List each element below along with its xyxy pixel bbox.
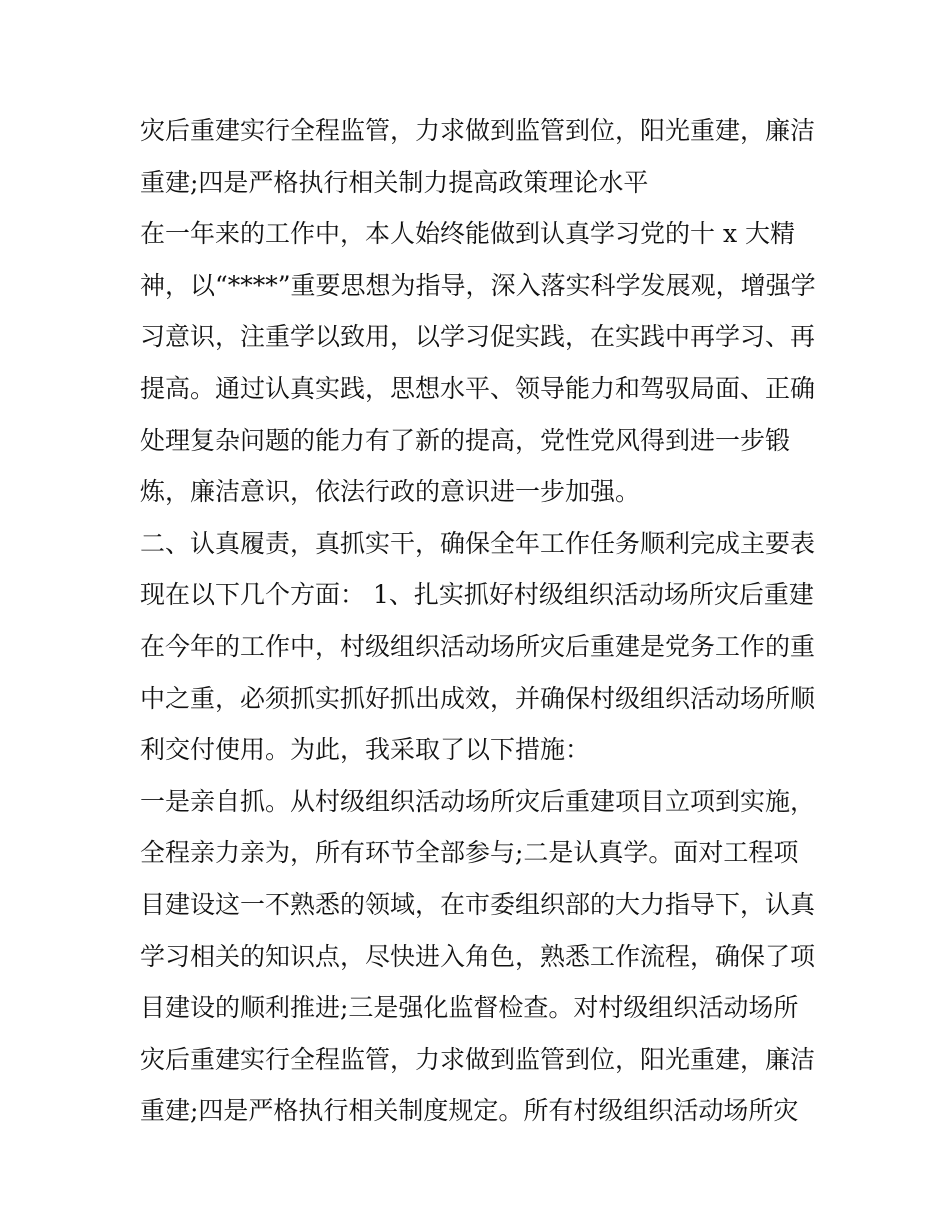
text-line: 一是亲自抓。从村级组织活动场所灾后重建项目立项到实施， [140, 786, 816, 816]
text-line: 中之重，必须抓实抓好抓出成效，并确保村级组织活动场所顺 [140, 683, 816, 713]
text-line: 灾后重建实行全程监管，力求做到监管到位，阳光重建，廉洁 [140, 1044, 816, 1074]
text-line: 在今年的工作中，村级组织活动场所灾后重建是党务工作的重 [140, 631, 816, 661]
section-heading-line: 二、认真履责，真抓实干，确保全年工作任务顺利完成主要表 [140, 528, 816, 558]
text-line: 学习相关的知识点，尽快进入角色，熟悉工作流程，确保了项 [140, 941, 816, 971]
text-line: 目建设这一不熟悉的领域，在市委组织部的大力指导下，认真 [140, 889, 816, 919]
text-line: 重建;四是严格执行相关制度规定。所有村级组织活动场所灾 [140, 1096, 799, 1126]
text-line: 习意识，注重学以致用，以学习促实践，在实践中再学习、再 [140, 322, 816, 352]
text-line: 神，以“****”重要思想为指导，深入落实科学发展观，增强学 [140, 270, 816, 300]
text-line: 现在以下几个方面： 1、扎实抓好村级组织活动场所灾后重建 [140, 580, 814, 610]
text-line: 重建;四是严格执行相关制力提高政策理论水平 [140, 167, 649, 197]
text-line: 全程亲力亲为，所有环节全部参与;二是认真学。面对工程项 [140, 838, 799, 868]
text-line: 利交付使用。为此，我采取了以下措施： [140, 735, 591, 765]
text-line: 处理复杂问题的能力有了新的提高，党性党风得到进一步锻 [140, 425, 791, 455]
text-line: 灾后重建实行全程监管，力求做到监管到位，阳光重建，廉洁 [140, 116, 816, 145]
text-line: 炼，廉洁意识，依法行政的意识进一步加强。 [140, 477, 641, 507]
document-body [140, 105, 820, 1137]
text-line: 目建设的顺利推进;三是强化监督检查。对村级组织活动场所 [140, 993, 799, 1023]
text-line: 提高。通过认真实践，思想水平、领导能力和驾驭局面、正确 [140, 373, 816, 403]
text-line: 在一年来的工作中，本人始终能做到认真学习党的十 x 大精 [140, 219, 795, 249]
